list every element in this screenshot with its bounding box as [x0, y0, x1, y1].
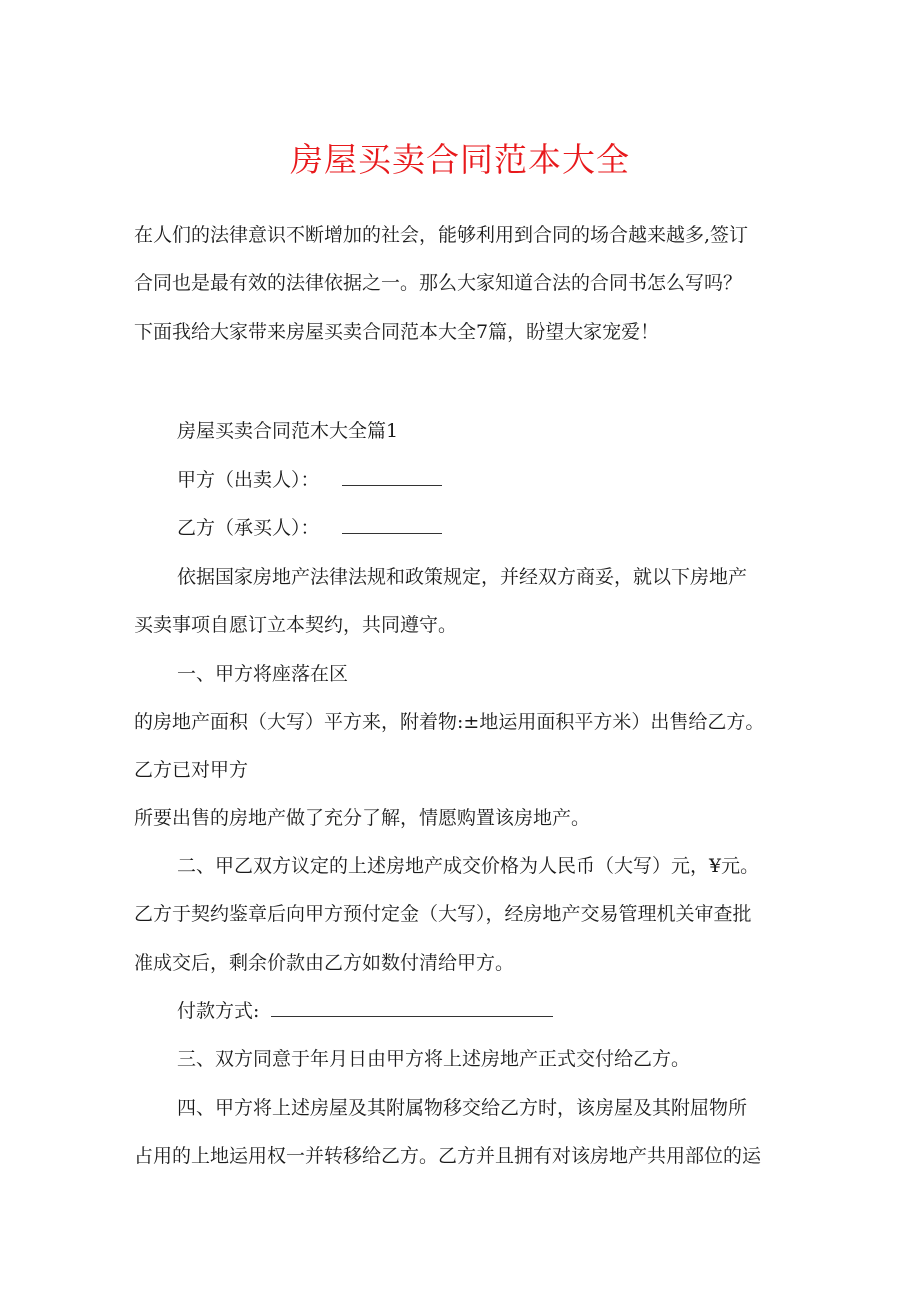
preamble-line-2: 买卖事项自愿订立本契约，共同遵守。	[134, 614, 458, 636]
clause-1-line-3: 乙方已对甲方	[134, 759, 249, 781]
intro-line-2: 合同也是最有效的法律依据之一。那么大家知道合法的合同书怎么写吗？	[134, 272, 743, 294]
clause-2-line-2: 乙方于契约鉴章后向甲方预付定金（大写），经房地产交易管理机关审查批	[134, 903, 752, 925]
intro-line-1: 在人们的法律意识不断增加的社会，能够利用到合同的场合越来越多,签订	[134, 224, 749, 246]
clause-1-line-2: 的房地产面积（大写）平方来，附着物:±地运用面积平方米）出售给乙方。	[134, 711, 765, 733]
clause-4-line-2: 占用的上地运用权一并转移给乙方。乙方并且拥有对该房地产共用部位的运	[134, 1145, 762, 1167]
section-heading: 房屋买卖合同范木大全篇1	[177, 420, 399, 442]
party-a-label: 甲方（出卖人）：	[177, 469, 320, 491]
party-b-blank	[342, 515, 442, 534]
preamble-line-1: 依据国家房地产法律法规和政策规定，并经双方商妥，就以下房地产	[177, 566, 748, 588]
document-title: 房屋买卖合同范本大全	[290, 140, 630, 179]
clause-2-line-1: 二、甲乙双方议定的上述房地产成交价格为人民币（大写）元，¥元。	[177, 855, 760, 877]
payment-method-blank	[271, 998, 553, 1017]
party-a-blank	[342, 467, 442, 486]
party-a-row	[177, 465, 442, 495]
payment-method-row	[177, 996, 553, 1026]
clause-1-line-4: 所要出售的房地产做了充分了解，情愿购置该房地产。	[134, 807, 591, 829]
party-b-label: 乙方（承买人）：	[177, 517, 320, 539]
clause-2-line-3: 准成交后，剩余价款由乙方如数付清给甲方。	[134, 952, 515, 974]
clause-4-line-1: 四、甲方将上述房屋及其附属物移交给乙方时，该房屋及其附屈物所	[177, 1097, 748, 1119]
clause-1-line-1: 一、甲方将座落在区	[177, 663, 349, 685]
party-b-row	[177, 513, 442, 543]
clause-3-line: 三、双方同意于年月日由甲方将上述房地产正式交付给乙方。	[177, 1048, 691, 1070]
payment-method-label: 付款方式:	[177, 1000, 260, 1022]
intro-line-3: 下面我给大家带来房屋买卖合同范本大全7篇，盼望大家宠爱！	[134, 321, 660, 343]
